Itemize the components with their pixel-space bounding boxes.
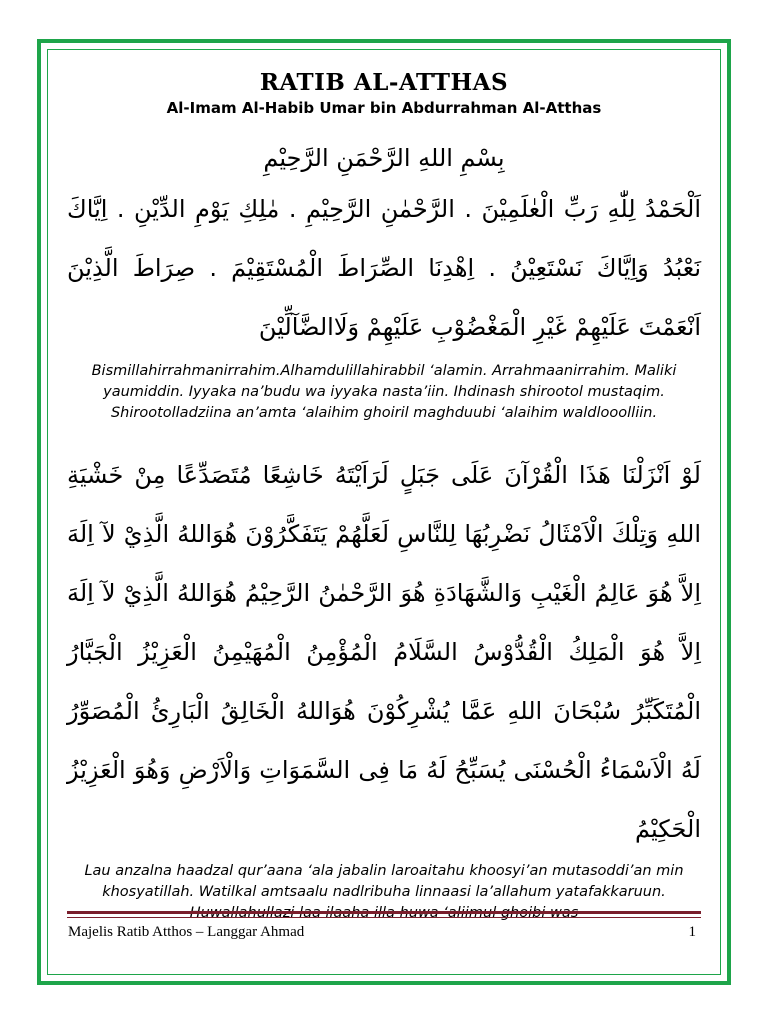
page-content [67, 68, 701, 924]
page-subtitle: Al-Imam Al-Habib Umar bin Abdurrahman Al-Atthas [166, 99, 602, 117]
al-fatihah-arabic: اَلْحَمْدُ لِلّٰهِ رَبِّ الْعٰلَمِيْنَ . الرَّحْمٰنِ الرَّحِيْمِ . مٰلِكِ يَوْمِ الدِّيْنِ . اِيَّاكَ نَعْبُدُ وَاِيَّاكَ نَسْتَعِيْنُ . اِهْدِنَا الصِّرَاطَ الْمُسْتَقِيْمَ . صِرَاطَ الَّذِيْنَ اَنْعَمْتَ عَلَيْهِمْ غَيْرِ الْمَغْضُوْبِ عَلَيْهِمْ وَلَاالضَّآلِّيْنَ [67, 195, 701, 341]
basmalah-text: بِسْمِ اللهِ الرَّحْمَنِ الرَّحِيْمِ [263, 144, 505, 172]
footer-title: Majelis Ratib Atthos – Langgar Ahmad [68, 924, 305, 940]
page-number: 1 [688, 924, 696, 940]
al-fatihah-transliteration: Bismillahirrahmanirrahim.Alhamdulillahirabbil ‘alamin. Arrahmaanirrahim. Maliki yaumiddin. Iyyaka na’budu wa iyyaka nasta’iin. Ihdinash shirootol mustaqim. Shirootolladziina an’amta ‘alaihim ghoiril maghduubi ‘alaihim waldlooolliin. [91, 363, 677, 421]
page-title: RATIB AL-ATTHAS [259, 69, 509, 96]
footer-rule-thin [67, 917, 701, 918]
footer-rule-thick [67, 911, 701, 914]
al-hashr-arabic: لَوْ اَنْزَلْنَا هَذَا الْقُرْآنَ عَلَى جَبَلٍ لَرَاَيْتَهُ خَاشِعًا مُتَصَدِّعًا مِنْ خَشْيَةِ اللهِ وَتِلْكَ الْاَمْثَالُ نَضْرِبُهَا لِلنَّاسِ لَعَلَّهُمْ يَتَفَكَّرُوْنَ هُوَاللهُ الَّذِيْ لآ اِلَهَ اِلاَّ هُوَ عَالِمُ الْغَيْبِ وَالشَّهَادَةِ هُوَ الرَّحْمٰنُ الرَّحِيْمُ هُوَاللهُ الَّذِيْ لآ اِلَهَ اِلاَّ هُوَ الْمَلِكُ الْقُدُّوْسُ السَّلَامُ الْمُؤْمِنُ الْمُهَيْمِنُ الْعَزِيْزُ الْجَبَّارُ الْمُتَكَبِّرُ سُبْحَانَ اللهِ عَمَّا يُشْرِكُوْنَ هُوَاللهُ الْخَالِقُ الْبَارِئُ الْمُصَوِّرُ لَهُ الْاَسْمَاءُ الْحُسْنَى يُسَبِّحُ لَهُ مَا فِى السَّمَوَاتِ وَالْاَرْضِ وَهُوَ الْعَزِيْزُ الْحَكِيْمُ [67, 461, 701, 843]
al-hashr-transliteration: Lau anzalna haadzal qur’aana ‘ala jabalin laroaitahu khoosyi’an mutasoddi’an min khosyatillah. Watilkal amtsaalu nadlribuha linnaasi la’allahum yatafakkaruun. [84, 863, 684, 900]
